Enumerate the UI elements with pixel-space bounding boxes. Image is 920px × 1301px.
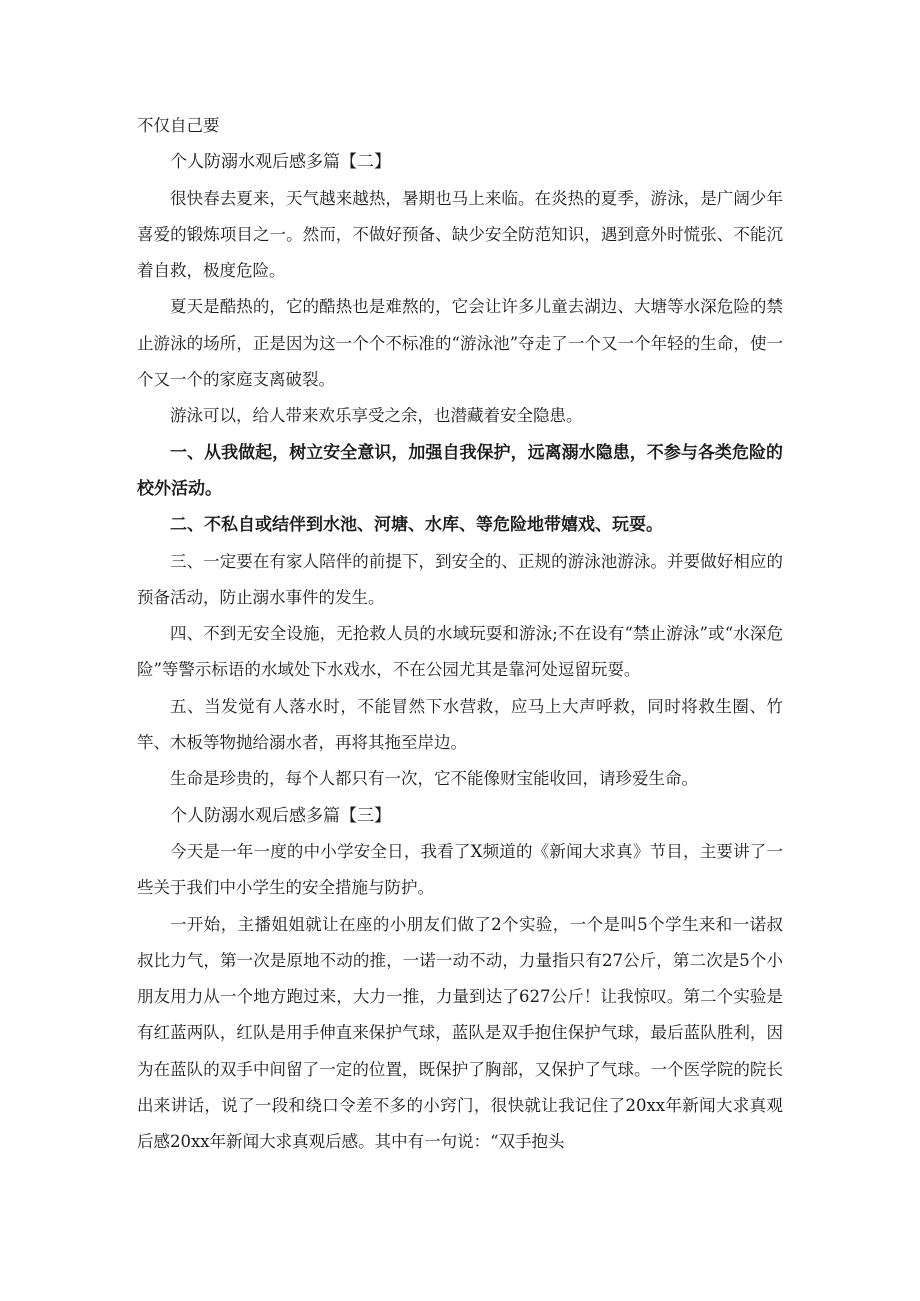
document-body [137, 108, 783, 1161]
section-two-heading: 个人防溺水观后感多篇【二】 [170, 152, 391, 173]
point-3: 三、一定要在有家人陪伴的前提下，到安全的、正规的游泳池游泳。并要做好相应的预备活动，防止溺水事件的发生。 [137, 551, 783, 607]
bold-point-2: 二、不私自或结伴到水池、河塘、水库、等危险地带嬉戏、玩耍。 [170, 515, 663, 536]
section-three-paragraph-2: 一开始，主播姐姐就让在座的小朋友们做了2个实验，一个是叫5个学生来和一诺叔叔比力气，第一次是原地不动的推，一诺一动不动，力量指只有27公斤，第二次是5个小朋友用力从一个地方跑过来，大力一推，力量到达了627公斤！让我惊叹。第二个实验是有红蓝两队，红队是用手伸直来保护气球，蓝队是双手抱住保护气球，最后蓝队胜利，因为在蓝队的双手中间留了一定的位置，既保护了胸部，又保护了气球。一个医学院的院长出来讲话，说了一段和绕口令差不多的小窍门，很快就让我记住了20xx年新闻大求真观后感20xx年新闻大求真观后感。其中有一句说：“双手抱头 [137, 914, 783, 1152]
point-4: 四、不到无安全设施，无抢救人员的水域玩耍和游泳;不在设有“禁止游泳”或“水深危险”等警示标语的水域处下水戏水，不在公园尤其是靠河处逗留玩耍。 [137, 624, 783, 680]
section-three-heading: 个人防溺水观后感多篇【三】 [170, 805, 391, 826]
point-5: 五、当发觉有人落水时，不能冒然下水营救，应马上大声呼救，同时将救生圈、竹竿、木板等物抛给溺水者，再将其拖至岸边。 [137, 696, 783, 753]
bold-point-1: 一、从我做起，树立安全意识，加强自我保护，远离溺水隐患，不参与各类危险的校外活动。 [137, 442, 783, 499]
section-two-closing: 生命是珍贵的，每个人都只有一次，它不能像财宝能收回，请珍爱生命。 [170, 769, 698, 789]
section-two-paragraph-3: 游泳可以，给人带来欢乐享受之余，也潜藏着安全隐患。 [170, 406, 583, 426]
section-three-paragraph-1: 今天是一年一度的中小学安全日，我看了X频道的《新闻大求真》节目，主要讲了一些关于我们中小学生的安全措施与防护。 [137, 841, 783, 898]
section-two-paragraph-2: 夏天是酷热的，它的酷热也是难熬的，它会让许多儿童去湖边、大塘等水深危险的禁止游泳的场所，正是因为这一个个不标准的“游泳池”夺走了一个又一个年轻的生命，使一个又一个的家庭支离破裂。 [137, 297, 783, 390]
intro-fragment: 不仅自己要 [137, 116, 220, 135]
section-two-paragraph-1: 很快春去夏来，天气越来越热，暑期也马上来临。在炎热的夏季，游泳，是广阔少年喜爱的锻炼项目之一。然而，不做好预备、缺少安全防范知识，遇到意外时慌张、不能沉着自救，极度危险。 [137, 188, 783, 281]
